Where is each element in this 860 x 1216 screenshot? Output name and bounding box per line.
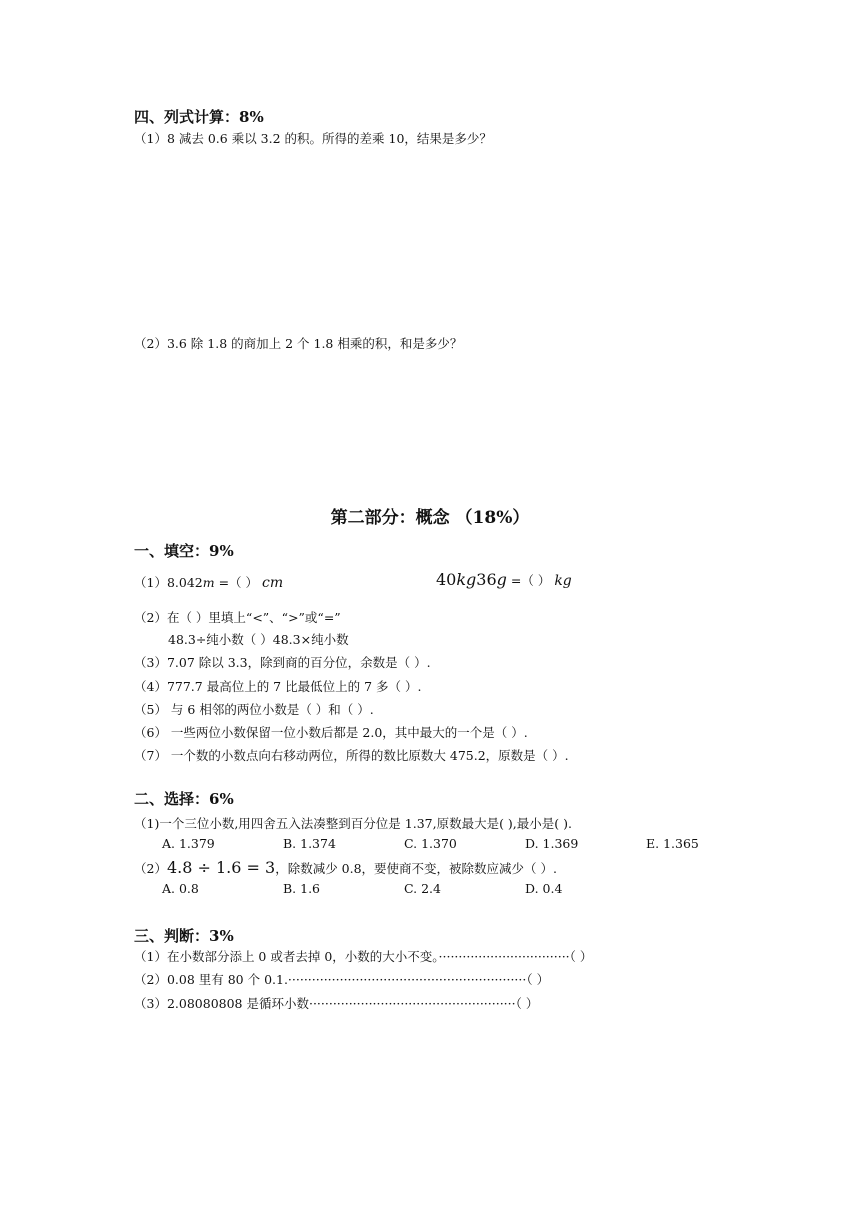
fill-heading: 一、填空：9%: [134, 542, 234, 560]
fill-q1b-unit-g: g: [496, 570, 507, 589]
fill-question-5: （5） 与 6 相邻的两位小数是（ ）和（ ）.: [134, 702, 374, 717]
fill-question-1b: [436, 570, 572, 589]
fill-q1-blank: =（ ）: [214, 575, 259, 590]
fill-question-7: （7） 一个数的小数点向右移动两位，所得的数比原数大 475.2，原数是（ ）.: [134, 748, 569, 763]
choice-q2-option-d: D. 0.4: [525, 881, 563, 896]
fill-question-1: [134, 573, 283, 591]
calc-question-2: （2）3.6 除 1.8 的商加上 2 个 1.8 相乘的积，和是多少？: [134, 336, 463, 351]
choice-heading: 二、选择：6%: [134, 790, 234, 808]
choice-q2-expression: 4.8 ÷ 1.6 = 3: [166, 858, 276, 877]
choice-q1-option-a: A. 1.379: [162, 836, 215, 851]
choice-q1-option-c: C. 1.370: [404, 836, 457, 851]
fill-q1b-blank: =（ ）: [506, 573, 551, 588]
fill-q1b-num2: 36: [476, 570, 497, 589]
fill-question-2-expr: 48.3÷纯小数（ ）48.3×纯小数: [168, 632, 349, 647]
section4-heading: 四、列式计算：8%: [134, 108, 264, 126]
fill-q1-value: （1）8.042: [134, 575, 203, 590]
fill-question-4: （4）777.7 最高位上的 7 比最低位上的 7 多（ ）.: [134, 679, 422, 694]
choice-q1-option-d: D. 1.369: [525, 836, 579, 851]
fill-q1b-unit-kg2: kg: [554, 573, 572, 589]
judge-heading: 三、判断：3%: [134, 927, 234, 945]
judge-question-2: （2）0.08 里有 80 个 0.1.····························································（ ）: [134, 972, 550, 987]
choice-q1-option-e: E. 1.365: [646, 836, 699, 851]
choice-question-1: （1)一个三位小数,用四舍五入法凑整到百分位是 1.37,原数最大是( ),最小是( ).: [134, 816, 572, 831]
judge-question-1: （1）在小数部分添上 0 或者去掉 0，小数的大小不变。·································（ ）: [134, 949, 593, 964]
choice-q2-text: ，除数减少 0.8，要使商不变，被除数应减少（ ）.: [275, 861, 557, 876]
fill-q1-unit-m: m: [202, 575, 215, 590]
fill-question-3: （3）7.07 除以 3.3，除到商的百分位，余数是（ ）.: [134, 655, 431, 670]
fill-q1-unit-cm: cm: [262, 575, 284, 591]
calc-question-1: （1）8 减去 0.6 乘以 3.2 的积。所得的差乘 10，结果是多少？: [134, 131, 492, 146]
choice-question-2: [134, 858, 557, 877]
choice-q1-option-b: B. 1.374: [283, 836, 336, 851]
choice-q2-number: （2）: [134, 861, 167, 876]
choice-q2-option-c: C. 2.4: [404, 881, 441, 896]
part2-title: 第二部分：概念 （18%）: [330, 508, 530, 528]
fill-question-6: （6） 一些两位小数保留一位小数后都是 2.0，其中最大的一个是（ ）.: [134, 725, 528, 740]
choice-q2-option-a: A. 0.8: [162, 881, 199, 896]
judge-question-3: （3）2.08080808 是循环小数····················································（ ）: [134, 996, 539, 1011]
fill-question-2: （2）在（ ）里填上“<”、“>”或“=”: [134, 610, 341, 625]
fill-q1b-num1: 40: [436, 570, 457, 589]
fill-q1b-unit-kg: kg: [456, 570, 477, 589]
choice-q2-option-b: B. 1.6: [283, 881, 321, 896]
